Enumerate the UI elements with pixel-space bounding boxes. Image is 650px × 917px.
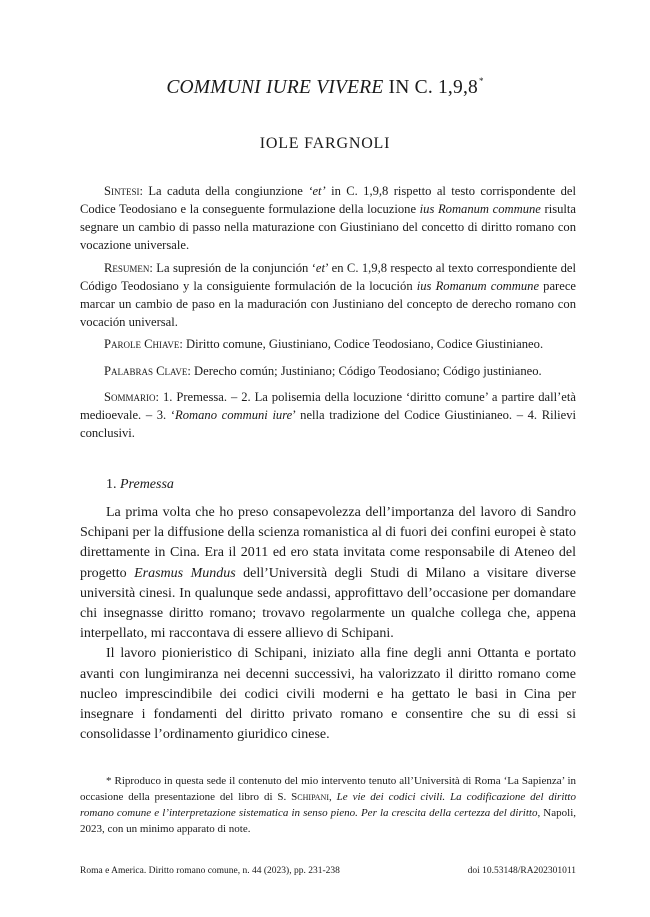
footnote-text: Riproduco in questa sede il contenuto del mio intervento tenuto all’Università di Roma ‘La Sapienza’ in occasione della presentazione del libro di S.: [80, 775, 576, 803]
keywords-italian: [80, 335, 576, 353]
abstract-text: ’ en C. 1,9,8 respecto al texto correspondiente del Código Teodosiano y la consiguiente formulación de la locución: [80, 261, 577, 293]
abstract-text: parece marcar un cambio de paso en la maduración con Justiniano del concepto de derecho romano con vocación universal.: [80, 279, 577, 329]
abstract-text: risulta segnare un cambio di passo nella maturazione con Giustiniano del concetto di diritto romano con vocazione universale.: [80, 202, 576, 252]
body-paragraph: [80, 503, 576, 644]
abstract-italic: ius Romanum commune: [416, 279, 540, 293]
running-footer: [80, 866, 576, 876]
abstract-text: La supresión de la conjunción ‘: [152, 261, 316, 275]
keywords-spanish: [80, 362, 576, 380]
footnote-mark: *: [106, 775, 112, 787]
footnote-text: , Napoli, 2023, con un minimo apparato di note.: [80, 807, 576, 835]
section-number: 1.: [106, 477, 120, 492]
journal-citation: Roma e America. Diritto romano comune, n. 44 (2023), pp. 231-238: [80, 866, 340, 876]
keywords-label: Parole Chiave:: [104, 337, 183, 351]
abstract-text: La caduta della congiunzione: [143, 184, 309, 198]
contents-italic: Romano communi iure: [175, 408, 293, 422]
paragraph-text: La prima volta che ho preso consapevolezza dell’importanza del lavoro di Sandro Schipani per la diffusione della scienza romanistica al di fuori dei confini europei è stato direttamente in Cina. Era il 2011 ed ero stata invitata come responsabile di Ateneo del progetto: [80, 505, 576, 581]
section-heading: [106, 477, 174, 493]
title-italic: COMMUNI IURE VIVERE: [166, 77, 384, 98]
keywords-text: Diritto comune, Giustiniano, Codice Teodosiano, Codice Giustinianeo.: [182, 337, 544, 351]
footnote-book-title: Le vie dei codici civili. La codificazione del diritto romano comune e l’interpretazione sistematica in senso pieno. Per la crescita della certezza del diritto: [80, 791, 576, 819]
body-text: [80, 503, 576, 745]
abstract-italic: ius Romanum commune: [419, 202, 541, 216]
contents-text: ’ nella tradizione del Codice Giustinianeo. – 4. Rilievi conclusivi.: [80, 408, 576, 440]
abstract-resumen: [80, 259, 576, 331]
body-paragraph: Il lavoro pionieristico di Schipani, iniziato alla fine degli anni Ottanta e portato avanti con lungimiranza nei decenni successivi, ha valorizzato il diritto romano come nucleo imprescindibile dei codici civili moderni e ha gettato le basi in Cina per insegnare i fondamenti del diritto privato romano e consentire che su di essi si consolidasse l’ordinamento giuridico cinese.: [80, 646, 576, 743]
article-title: [0, 76, 650, 99]
footnote-author: Schipani: [291, 791, 330, 803]
abstract-sintesi: [80, 182, 576, 254]
section-title: Premessa: [120, 477, 174, 492]
keywords-label: Palabras Clave:: [104, 364, 191, 378]
keywords-text: Derecho común; Justiniano; Código Teodosiano; Código justinianeo.: [190, 364, 542, 378]
contents-text: 1. Premessa. – 2. La polisemia della locuzione ‘diritto comune’ a partire dall’età medioevale. – 3. ‘: [80, 390, 576, 422]
abstract-text: in C. 1,9,8 rispetto al testo corrispondente del Codice Teodosiano e la conseguente formulazione della locuzione: [80, 184, 576, 216]
footnote: [80, 773, 576, 837]
paragraph-text: dell’Università degli Studi di Milano a visitare diverse università cinesi. In qualunque sede andassi, approfittavo dell’occasione per domandare chi insegnasse diritto romano; trovavo regolarmente un qualche collega che, appena interpellato, mi raccontava di essere allievo di Schipani.: [80, 565, 576, 642]
abstract-italic: ‘et’: [308, 184, 326, 198]
footnote-text: ,: [329, 791, 337, 803]
abstract-italic: et: [315, 261, 325, 275]
contents-label: Sommario:: [104, 390, 160, 404]
paragraph-italic: Erasmus Mundus: [134, 565, 236, 581]
doi: doi 10.53148/RA202301011: [467, 866, 576, 876]
abstract-label: Sintesi:: [104, 184, 143, 198]
title-footnote-mark: *: [478, 76, 484, 86]
title-rest: IN C. 1,9,8: [383, 77, 478, 98]
abstract-label: Resumen:: [104, 261, 153, 275]
table-of-contents: [80, 388, 576, 442]
author-name: IOLE FARGNOLI: [259, 135, 391, 152]
